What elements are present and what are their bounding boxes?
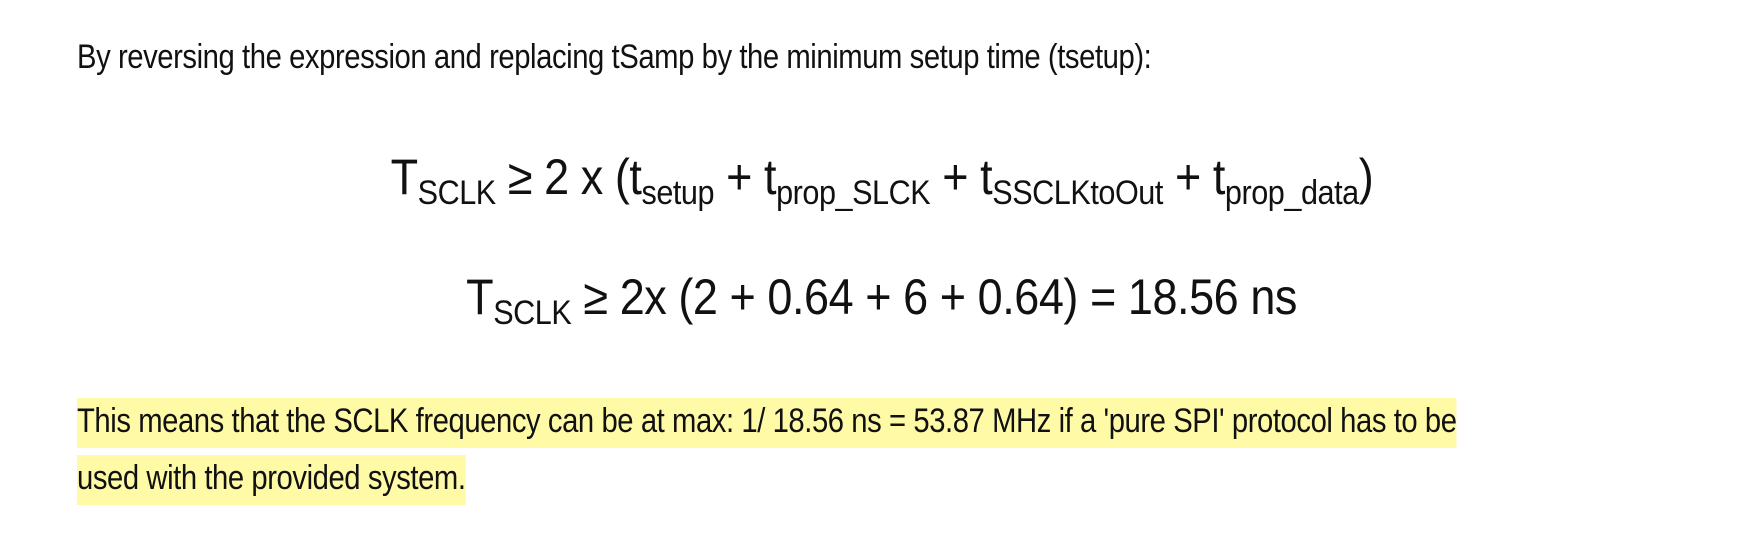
eq1-term-prop-slck-sub: prop_SLCK <box>776 174 931 212</box>
eq1-plus-1: + <box>714 149 765 205</box>
equation-period-formula <box>0 148 1764 212</box>
eq2-lhs-sub: SCLK <box>493 294 572 332</box>
equation-period-numeric <box>0 268 1764 332</box>
eq1-plus-2: + <box>930 149 981 205</box>
eq1-plus-3: + <box>1163 149 1213 205</box>
eq1-term-setup: t <box>629 149 642 205</box>
eq1-term-prop-data: t <box>1212 149 1226 205</box>
eq2-rhs: ≥ 2x (2 + 0.64 + 6 + 0.64) = 18.56 ns <box>571 269 1298 325</box>
eq1-term-prop-slck: t <box>764 149 777 205</box>
eq1-term-ssclktoout-sub: SSCLKtoOut <box>992 174 1164 212</box>
eq1-term-setup-sub: setup <box>641 174 715 212</box>
conclusion-line-1: This means that the SCLK frequency can be at max: 1/ 18.56 ns = 53.87 MHz if a 'pure SPI' protocol has to be <box>77 398 1457 448</box>
eq1-close-paren: ) <box>1358 149 1374 205</box>
eq1-term-prop-data-sub: prop_data <box>1225 174 1359 212</box>
conclusion-line-2: used with the provided system. <box>77 455 466 505</box>
eq1-operator: ≥ 2 x ( <box>495 149 630 205</box>
conclusion-paragraph <box>77 393 1727 507</box>
eq1-lhs-sub: SCLK <box>417 174 496 212</box>
eq1-lhs: T <box>390 149 418 205</box>
eq1-term-ssclktoout: t <box>980 149 993 205</box>
intro-paragraph: By reversing the expression and replacing tSamp by the minimum setup time (tsetup): <box>77 38 1152 76</box>
eq2-lhs: T <box>466 269 494 325</box>
